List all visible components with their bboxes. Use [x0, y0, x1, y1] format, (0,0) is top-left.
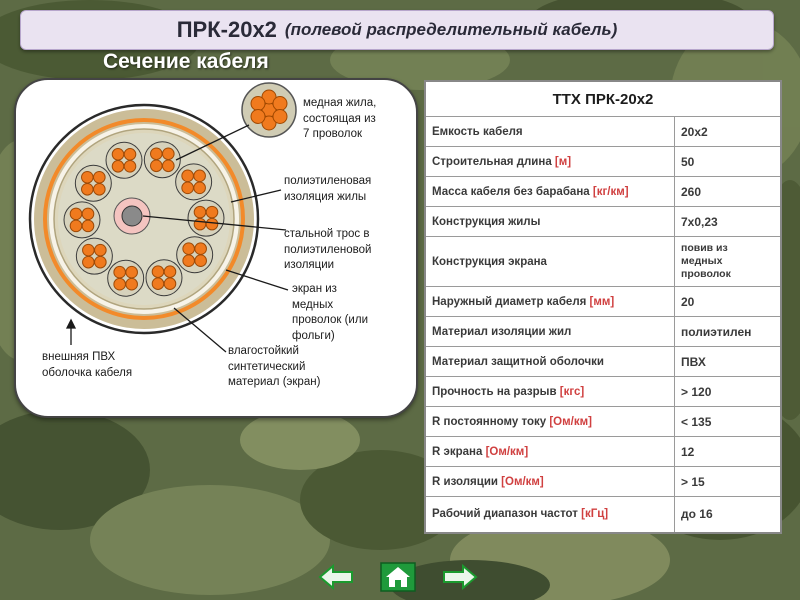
copper-wire [152, 278, 164, 290]
copper-wire [164, 266, 176, 278]
nav-back-button[interactable] [318, 563, 356, 591]
value-cell: < 135 [675, 407, 782, 437]
param-label: Строительная длина [432, 155, 555, 168]
param-label: Емкость кабеля [432, 125, 523, 138]
table-row [425, 117, 781, 147]
param-label: Наружный диаметр кабеля [432, 295, 590, 308]
copper-wire [112, 161, 124, 173]
param-label: R постоянному току [432, 415, 550, 428]
value-cell: > 120 [675, 377, 782, 407]
param-label: Материал изоляции жил [432, 325, 572, 338]
copper-wire [126, 266, 138, 278]
copper-wire [82, 208, 94, 220]
nav-home-button[interactable] [380, 562, 416, 592]
param-label: Конструкция экрана [432, 255, 547, 268]
copper-wire [114, 266, 126, 278]
copper-wire [112, 149, 124, 161]
param-unit: [м] [554, 155, 572, 168]
copper-wire [164, 278, 176, 290]
param-cell [425, 317, 675, 347]
value-cell: > 15 [675, 467, 782, 497]
param-cell [425, 497, 675, 533]
param-label: Прочность на разрыв [432, 385, 560, 398]
copper-wire [182, 170, 194, 182]
value-cell: ПВХ [675, 347, 782, 377]
copper-wire [114, 278, 126, 290]
copper-wire [83, 244, 95, 256]
param-unit: [кгс] [559, 385, 585, 398]
copper-wire [124, 149, 136, 161]
label-screen-wires: экран из медных проволок (или фольги) [292, 283, 368, 342]
twisted-pair [146, 260, 182, 296]
twisted-pair [64, 202, 100, 238]
param-cell [425, 117, 675, 147]
param-unit: [кг/км] [592, 185, 629, 198]
table-row [425, 347, 781, 377]
param-cell [425, 147, 675, 177]
copper-wire [194, 170, 206, 182]
param-label: R изоляции [432, 475, 502, 488]
arrow-left-icon [318, 563, 356, 591]
copper-wire [95, 244, 107, 256]
copper-wire [195, 255, 207, 267]
param-cell [425, 407, 675, 437]
copper-wire [183, 255, 195, 267]
table-row [425, 497, 781, 533]
copper-wire [124, 161, 136, 173]
title-bar [20, 10, 774, 50]
value-cell: 260 [675, 177, 782, 207]
copper-wire [94, 171, 106, 183]
twisted-pair [76, 238, 112, 274]
param-label: R экрана [432, 445, 486, 458]
copper-wire [151, 148, 163, 160]
copper-wire [95, 256, 107, 268]
value-cell: 7х0,23 [675, 207, 782, 237]
page-title: ПРК-20х2 [176, 17, 277, 42]
copper-wire [194, 182, 206, 194]
arrow-right-icon [440, 563, 478, 591]
label-copper-core: медная жила, состоящая из 7 проволок [303, 97, 377, 140]
param-unit: [Ом/км] [485, 445, 529, 458]
copper-wire [94, 183, 106, 195]
table-row [425, 437, 781, 467]
param-unit: [мм] [589, 295, 615, 308]
page-subtitle: (полевой распределительный кабель) [284, 20, 618, 39]
table-row [425, 317, 781, 347]
twisted-pair [188, 200, 224, 236]
twisted-pair [108, 260, 144, 296]
copper-wire [206, 206, 218, 218]
copper-wire [82, 171, 94, 183]
section-title: Сечение кабеля [103, 50, 269, 73]
twisted-pair [106, 142, 142, 178]
table-row [425, 237, 781, 287]
value-cell: 20 [675, 287, 782, 317]
value-cell: повив из медных проволок [675, 237, 782, 287]
twisted-pair [176, 164, 212, 200]
param-cell [425, 207, 675, 237]
copper-wire [82, 183, 94, 195]
twisted-pair [75, 165, 111, 201]
twisted-pair [177, 237, 213, 273]
copper-wire [163, 160, 175, 172]
copper-wire [206, 218, 218, 230]
param-cell [425, 347, 675, 377]
copper-wire [183, 243, 195, 255]
param-cell [425, 237, 675, 287]
param-cell [425, 467, 675, 497]
label-waterproof: влагостойкий синтетический материал (экран) [228, 345, 321, 388]
param-cell [425, 287, 675, 317]
copper-wire [70, 220, 82, 232]
copper-wire [152, 266, 164, 278]
copper-wire [151, 160, 163, 172]
steel-cable [122, 206, 142, 226]
copper-wire [194, 206, 206, 218]
value-cell: полиэтилен [675, 317, 782, 347]
copper-wire [163, 148, 175, 160]
param-label: Материал защитной оболочки [432, 355, 604, 368]
table-row [425, 287, 781, 317]
copper-wire [126, 278, 138, 290]
specs-table-header: ТТХ ПРК-20х2 [425, 81, 781, 117]
copper-wire [195, 243, 207, 255]
copper-core-enlarged [242, 83, 296, 137]
twisted-pair [144, 142, 180, 178]
copper-wire [82, 220, 94, 232]
table-row [425, 207, 781, 237]
param-unit: [Ом/км] [549, 415, 592, 428]
label-steel-cable: стальной трос в полиэтиленовой изоляции [284, 228, 372, 271]
copper-wire [83, 256, 95, 268]
copper-wire [182, 182, 194, 194]
table-row [425, 147, 781, 177]
value-cell: 12 [675, 437, 782, 467]
param-cell [425, 437, 675, 467]
label-pe-insulation: полиэтиленовая изоляция жилы [284, 175, 372, 203]
copper-wire [194, 218, 206, 230]
specs-table [424, 80, 782, 534]
param-label: Конструкция жилы [432, 215, 541, 228]
param-unit: [кГц] [581, 508, 609, 521]
value-cell: 50 [675, 147, 782, 177]
value-cell: до 16 [675, 497, 782, 533]
cable-cross-section-panel [14, 78, 418, 418]
param-unit: [Ом/км] [501, 475, 544, 488]
value-cell: 20х2 [675, 117, 782, 147]
table-row [425, 407, 781, 437]
param-label: Масса кабеля без барабана [432, 185, 593, 198]
param-cell [425, 377, 675, 407]
param-cell [425, 177, 675, 207]
param-label: Рабочий диапазон частот [432, 508, 582, 521]
nav-forward-button[interactable] [440, 563, 478, 591]
table-row [425, 377, 781, 407]
table-row [425, 467, 781, 497]
table-row [425, 177, 781, 207]
home-icon [380, 562, 416, 592]
label-outer-sheath: внешняя ПВХ оболочка кабеля [42, 351, 133, 379]
copper-wire [70, 208, 82, 220]
